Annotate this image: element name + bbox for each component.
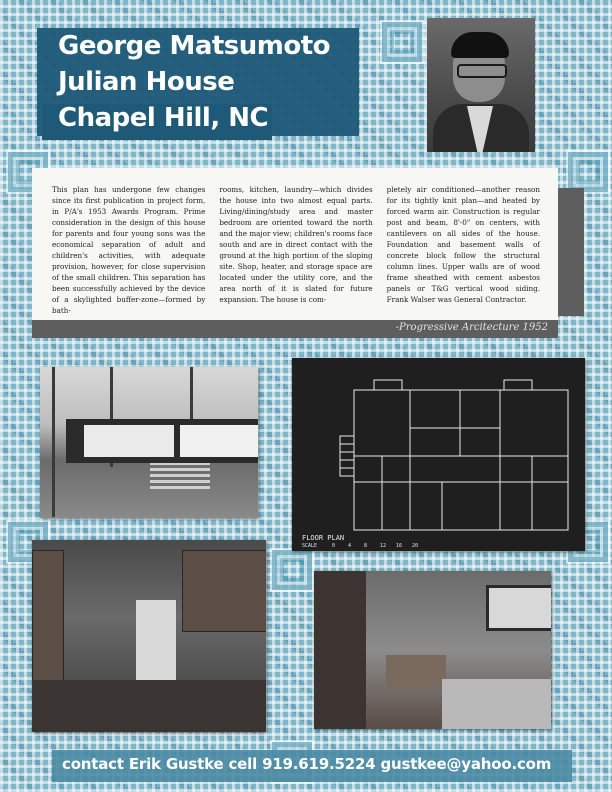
window-wall — [180, 425, 258, 457]
scale-tick: 12 — [380, 543, 387, 549]
scale-tick: 0 — [332, 543, 336, 549]
wood-wall — [314, 571, 366, 729]
floor-plan-drawing — [292, 358, 585, 551]
scale-tick: 4 — [348, 543, 352, 549]
scale-tick: 20 — [412, 543, 419, 549]
article-excerpt — [32, 168, 558, 320]
pattern-tile — [270, 548, 314, 592]
kitchen-doorway — [136, 600, 176, 690]
title-line-location: Chapel Hill, NC — [58, 103, 269, 133]
article-column: pletely air conditioned—another reason for its tightly knit plan—and heated by forced warm air. Construction is regular post and beam, 8'-0" on centers, with cantilevers on all sides of the house. Foundation and basement walls of concrete block follow the structural column lines. Upper walls are of wood frame sheathed with cement asbestos panels or T&G vertical wood siding. Frank Walser was General Contractor. — [386, 185, 540, 304]
title-line-house: Julian House — [58, 67, 235, 97]
portrait-glasses — [457, 64, 507, 78]
portrait-hair — [451, 32, 509, 58]
plan-outline — [354, 390, 568, 530]
contact-info: contact Erik Gustke cell 919.619.5224 gustkee@yahoo.com — [62, 755, 552, 773]
cabinet — [182, 550, 266, 632]
cantilever-deck — [504, 380, 532, 390]
plan-caption: FLOOR PLAN — [302, 534, 345, 542]
floor-plan — [292, 358, 585, 551]
dresser — [386, 655, 446, 687]
article-column: This plan has undergone few changes since its first publication in project form, in P/A's 1953 Awards Program. Prime consideration in the design of this house for parents and four young sons was the economical separation of adult and children's activities, with adequate provision, however, for close supervision of the small children. This separation has been successfully achieved by the device of a skylighted buffer-zone—formed by bath- — [52, 185, 206, 315]
bedroom-window — [486, 585, 551, 631]
architect-portrait — [427, 18, 535, 152]
utility-core — [410, 428, 500, 456]
window-wall — [84, 425, 174, 457]
entry-steps — [150, 463, 210, 489]
entry-stairs — [340, 436, 354, 476]
citation: -Progressive Arcitecture 1952 — [395, 322, 548, 333]
bedroom-photo — [314, 571, 551, 729]
citation-bar — [32, 320, 558, 338]
scale-tick: 8 — [364, 543, 368, 549]
pattern-tile — [380, 20, 424, 64]
tree — [52, 367, 55, 517]
title-line-name: George Matsumoto — [58, 31, 331, 61]
scale-label: SCALE — [302, 543, 318, 549]
page-title — [58, 28, 330, 136]
article-column: rooms, kitchen, laundry—which divides the house into two almost equal parts. Living/dining/study area and master bedroom are oriented toward the north and the major view; children's rooms face south and are in direct contact with the ground at the high portion of the sloping site. Shop, heater, and storage space are located under the utility core, and the area north of it is slated for future expansion. The house is com- — [219, 185, 373, 304]
cantilever-deck — [374, 380, 402, 390]
bed — [442, 679, 551, 729]
exterior-photo — [40, 367, 258, 518]
cabinet — [32, 550, 64, 682]
kitchen-photo — [32, 540, 266, 732]
scale-tick: 16 — [396, 543, 403, 549]
kitchen-counter — [32, 680, 266, 732]
